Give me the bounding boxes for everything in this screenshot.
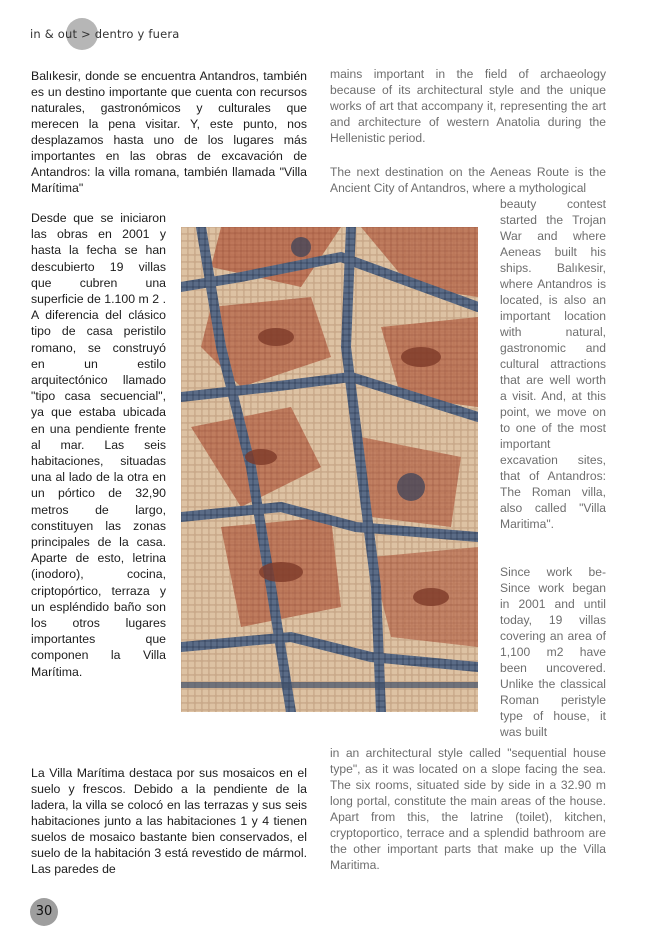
english-route-lead — [330, 164, 606, 196]
spanish-intro-paragraph: Balıkesir, donde se encuentra Antandros, también es un destino importante que cuenta con recursos naturales, gastronómicos y culturales que merecen la pena visitar. Y, este punto, nos desplazamos hasta uno de los lugares más importantes en las obras de excavación de Antandros: la villa romana, también llamada "Villa Marítima" — [31, 69, 307, 195]
spanish-wrapped-paragraph: Desde que se iniciaron las obras en 2001 y hasta la fecha se han descubierto 19 villas que cubren una superficie de 1.100 m 2 . A diferencia del clásico tipo de casa peristilo romano, se construyó en un estilo arquitectónico llamado "tipo casa secuencial", ya que estaba ubicada en una pendiente frente al mar. Las seis habitaciones, situadas una al lado de la otra en un pórtico de 32,90 metros de largo, constituyen las zonas principales de la casa. Aparte de esto, letrina (inodoro), cocina, criptopórtico, terraza y un espléndido baño son los otros lugares importantes que componen la Villa Marítima. — [31, 211, 166, 679]
english-route-lead-paragraph: The next destination on the Aeneas Route is the Ancient City of Antandros, where a mythological — [330, 165, 606, 195]
spanish-closing-paragraph: La Villa Marítima destaca por sus mosaicos en el suelo y frescos. Debido a la pendiente de la ladera, la villa se colocó en las terrazas y sus seis habitaciones junto a las habitaciones 1 y 4 tienen suelos de mosaico bastante bien conservados, el suelo de la habitación 3 está revestido de mármol. Las paredes de — [31, 766, 307, 876]
english-route-wrapped: beauty contest started the Trojan War and where Aeneas built his ships. Balıkesir, where Antandros is located, is also an important location with natural, gastronomic and cultural attractions that are well worth a visit. And, at this point, we move on to one of the most important excavation sites, that of Antandros: The Roman villa, also called "Villa Maritima". — [500, 197, 606, 531]
english-since-full-paragraph: in an architectural style called "sequential house type", as it was located on a slope facing the sea. The six rooms, situated side by side in a 32.90 m long portal, constitute the main areas of the house. Apart from this, the latrine (toilet), kitchen, cryptoportico, terrace and a splendid bathroom are the other important parts that make up the Villa Maritima. — [330, 746, 606, 872]
mosaic-photo — [181, 227, 478, 712]
english-top-paragraph: mains important in the field of archaeology because of its architectural style and the unique works of art that accompany it, representing the art and architecture of western Anatolia during the Hellenistic period. — [330, 67, 606, 145]
english-since-full — [330, 745, 606, 873]
english-since-wrapped: Since work be- Since work began in 2001 and until today, 19 villas covering an area of 1,100 m2 have been uncovered. Unlike the classical Roman peristyle type of house, it was built — [500, 565, 606, 739]
english-top — [330, 66, 606, 146]
spanish-closing — [31, 765, 307, 877]
page-number: 30 — [35, 904, 53, 919]
spanish-intro — [31, 68, 307, 196]
section-header-label: in & out > dentro y fuera — [30, 27, 180, 41]
section-header — [30, 22, 180, 46]
